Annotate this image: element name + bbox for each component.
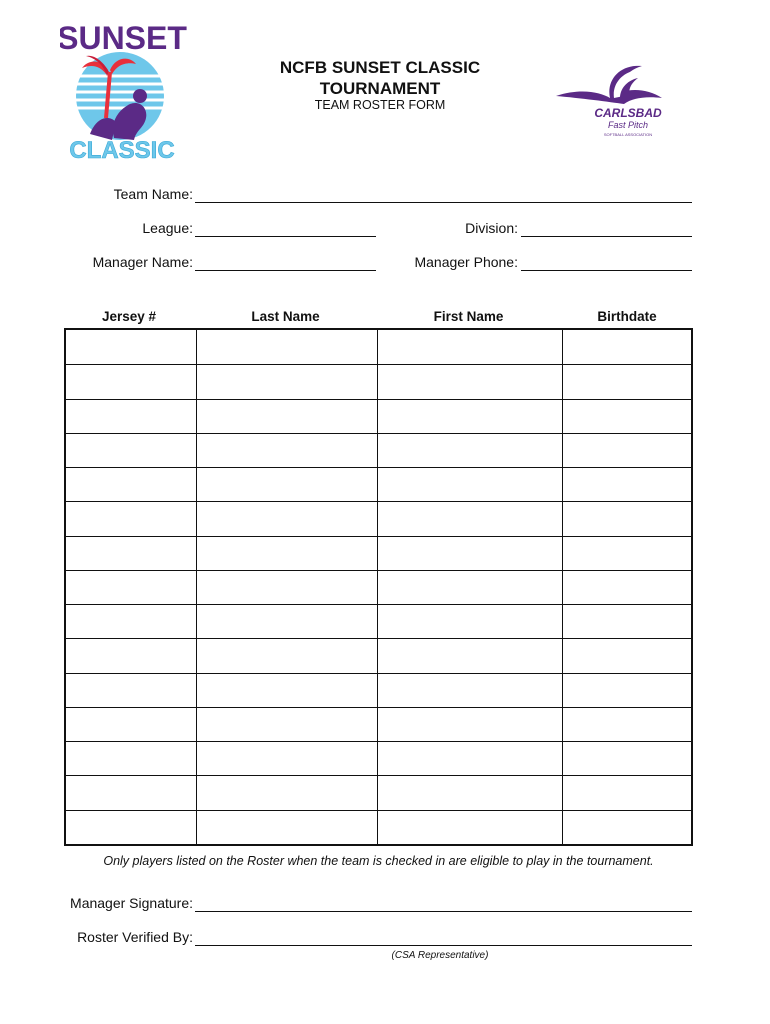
logo-sunset-text: SUNSET (60, 20, 187, 56)
roster-cell-jersey[interactable] (66, 570, 196, 604)
roster-cell-jersey[interactable] (66, 467, 196, 501)
column-header-first-name: First Name (433, 309, 504, 324)
roster-cell-jersey[interactable] (66, 501, 196, 535)
roster-cell-birthdate[interactable] (562, 330, 691, 364)
roster-cell-jersey[interactable] (66, 330, 196, 364)
roster-cell-birthdate[interactable] (562, 775, 691, 809)
roster-cell-birthdate[interactable] (562, 433, 691, 467)
roster-cell-birthdate[interactable] (562, 501, 691, 535)
sunset-classic-logo (60, 18, 190, 160)
carlsbad-fastpitch-logo (550, 58, 695, 138)
manager-signature-label: Manager Signature: (70, 895, 193, 911)
title-line1: NCFB SUNSET CLASSIC (279, 58, 481, 77)
roster-cell-last-name[interactable] (196, 501, 377, 535)
roster-cell-birthdate[interactable] (562, 741, 691, 775)
roster-cell-last-name[interactable] (196, 775, 377, 809)
roster-cell-last-name[interactable] (196, 536, 377, 570)
column-header-birthdate: Birthdate (597, 309, 657, 324)
roster-verified-label: Roster Verified By: (77, 929, 193, 945)
league-label: League: (142, 220, 193, 236)
roster-verified-field[interactable] (195, 945, 692, 946)
roster-cell-first-name[interactable] (377, 536, 562, 570)
roster-cell-jersey[interactable] (66, 775, 196, 809)
roster-cell-birthdate[interactable] (562, 399, 691, 433)
subtitle: TEAM ROSTER FORM (314, 98, 446, 112)
manager-name-field[interactable] (195, 270, 376, 271)
manager-phone-label: Manager Phone: (414, 254, 518, 270)
roster-cell-last-name[interactable] (196, 673, 377, 707)
roster-cell-jersey[interactable] (66, 399, 196, 433)
roster-cell-first-name[interactable] (377, 673, 562, 707)
roster-cell-birthdate[interactable] (562, 810, 691, 844)
roster-cell-first-name[interactable] (377, 399, 562, 433)
roster-cell-birthdate[interactable] (562, 536, 691, 570)
roster-cell-first-name[interactable] (377, 433, 562, 467)
roster-cell-first-name[interactable] (377, 501, 562, 535)
logo-classic-text: CLASSIC (69, 137, 175, 160)
roster-cell-last-name[interactable] (196, 330, 377, 364)
logo-association-text: SOFTBALL ASSOCIATION (603, 132, 653, 137)
roster-cell-birthdate[interactable] (562, 638, 691, 672)
roster-cell-first-name[interactable] (377, 638, 562, 672)
roster-cell-birthdate[interactable] (562, 570, 691, 604)
roster-cell-jersey[interactable] (66, 433, 196, 467)
division-field[interactable] (521, 236, 692, 237)
manager-phone-field[interactable] (521, 270, 692, 271)
roster-cell-last-name[interactable] (196, 638, 377, 672)
roster-cell-jersey[interactable] (66, 364, 196, 398)
roster-cell-birthdate[interactable] (562, 604, 691, 638)
roster-cell-jersey[interactable] (66, 673, 196, 707)
roster-cell-first-name[interactable] (377, 775, 562, 809)
title-line2: TOURNAMENT (319, 79, 441, 98)
roster-cell-last-name[interactable] (196, 810, 377, 844)
roster-cell-jersey[interactable] (66, 604, 196, 638)
roster-cell-jersey[interactable] (66, 810, 196, 844)
roster-cell-birthdate[interactable] (562, 467, 691, 501)
roster-cell-first-name[interactable] (377, 570, 562, 604)
column-header-jersey: Jersey # (101, 309, 157, 324)
roster-cell-last-name[interactable] (196, 364, 377, 398)
column-header-last-name: Last Name (251, 309, 320, 324)
roster-cell-last-name[interactable] (196, 707, 377, 741)
roster-cell-last-name[interactable] (196, 433, 377, 467)
roster-cell-last-name[interactable] (196, 467, 377, 501)
roster-cell-jersey[interactable] (66, 638, 196, 672)
division-label: Division: (465, 220, 518, 236)
team-name-label: Team Name: (113, 186, 193, 202)
roster-cell-birthdate[interactable] (562, 707, 691, 741)
roster-cell-first-name[interactable] (377, 467, 562, 501)
manager-signature-field[interactable] (195, 911, 692, 912)
roster-table (64, 328, 693, 846)
roster-cell-birthdate[interactable] (562, 673, 691, 707)
roster-cell-jersey[interactable] (66, 536, 196, 570)
roster-cell-last-name[interactable] (196, 570, 377, 604)
logo-fastpitch-text: Fast Pitch (607, 120, 649, 130)
csa-representative-note: (CSA Representative) (391, 950, 489, 961)
roster-cell-last-name[interactable] (196, 741, 377, 775)
roster-cell-last-name[interactable] (196, 604, 377, 638)
roster-cell-last-name[interactable] (196, 399, 377, 433)
roster-cell-jersey[interactable] (66, 707, 196, 741)
roster-cell-first-name[interactable] (377, 707, 562, 741)
roster-cell-first-name[interactable] (377, 364, 562, 398)
roster-cell-first-name[interactable] (377, 604, 562, 638)
manager-name-label: Manager Name: (92, 254, 193, 270)
roster-cell-birthdate[interactable] (562, 364, 691, 398)
roster-cell-jersey[interactable] (66, 741, 196, 775)
roster-cell-first-name[interactable] (377, 741, 562, 775)
league-field[interactable] (195, 236, 376, 237)
team-name-field[interactable] (195, 202, 692, 203)
eligibility-note: Only players listed on the Roster when the team is checked in are eligible to play in the tournament. (103, 854, 654, 868)
logo-carlsbad-text: CARLSBAD (594, 106, 662, 120)
roster-cell-first-name[interactable] (377, 810, 562, 844)
roster-cell-first-name[interactable] (377, 330, 562, 364)
